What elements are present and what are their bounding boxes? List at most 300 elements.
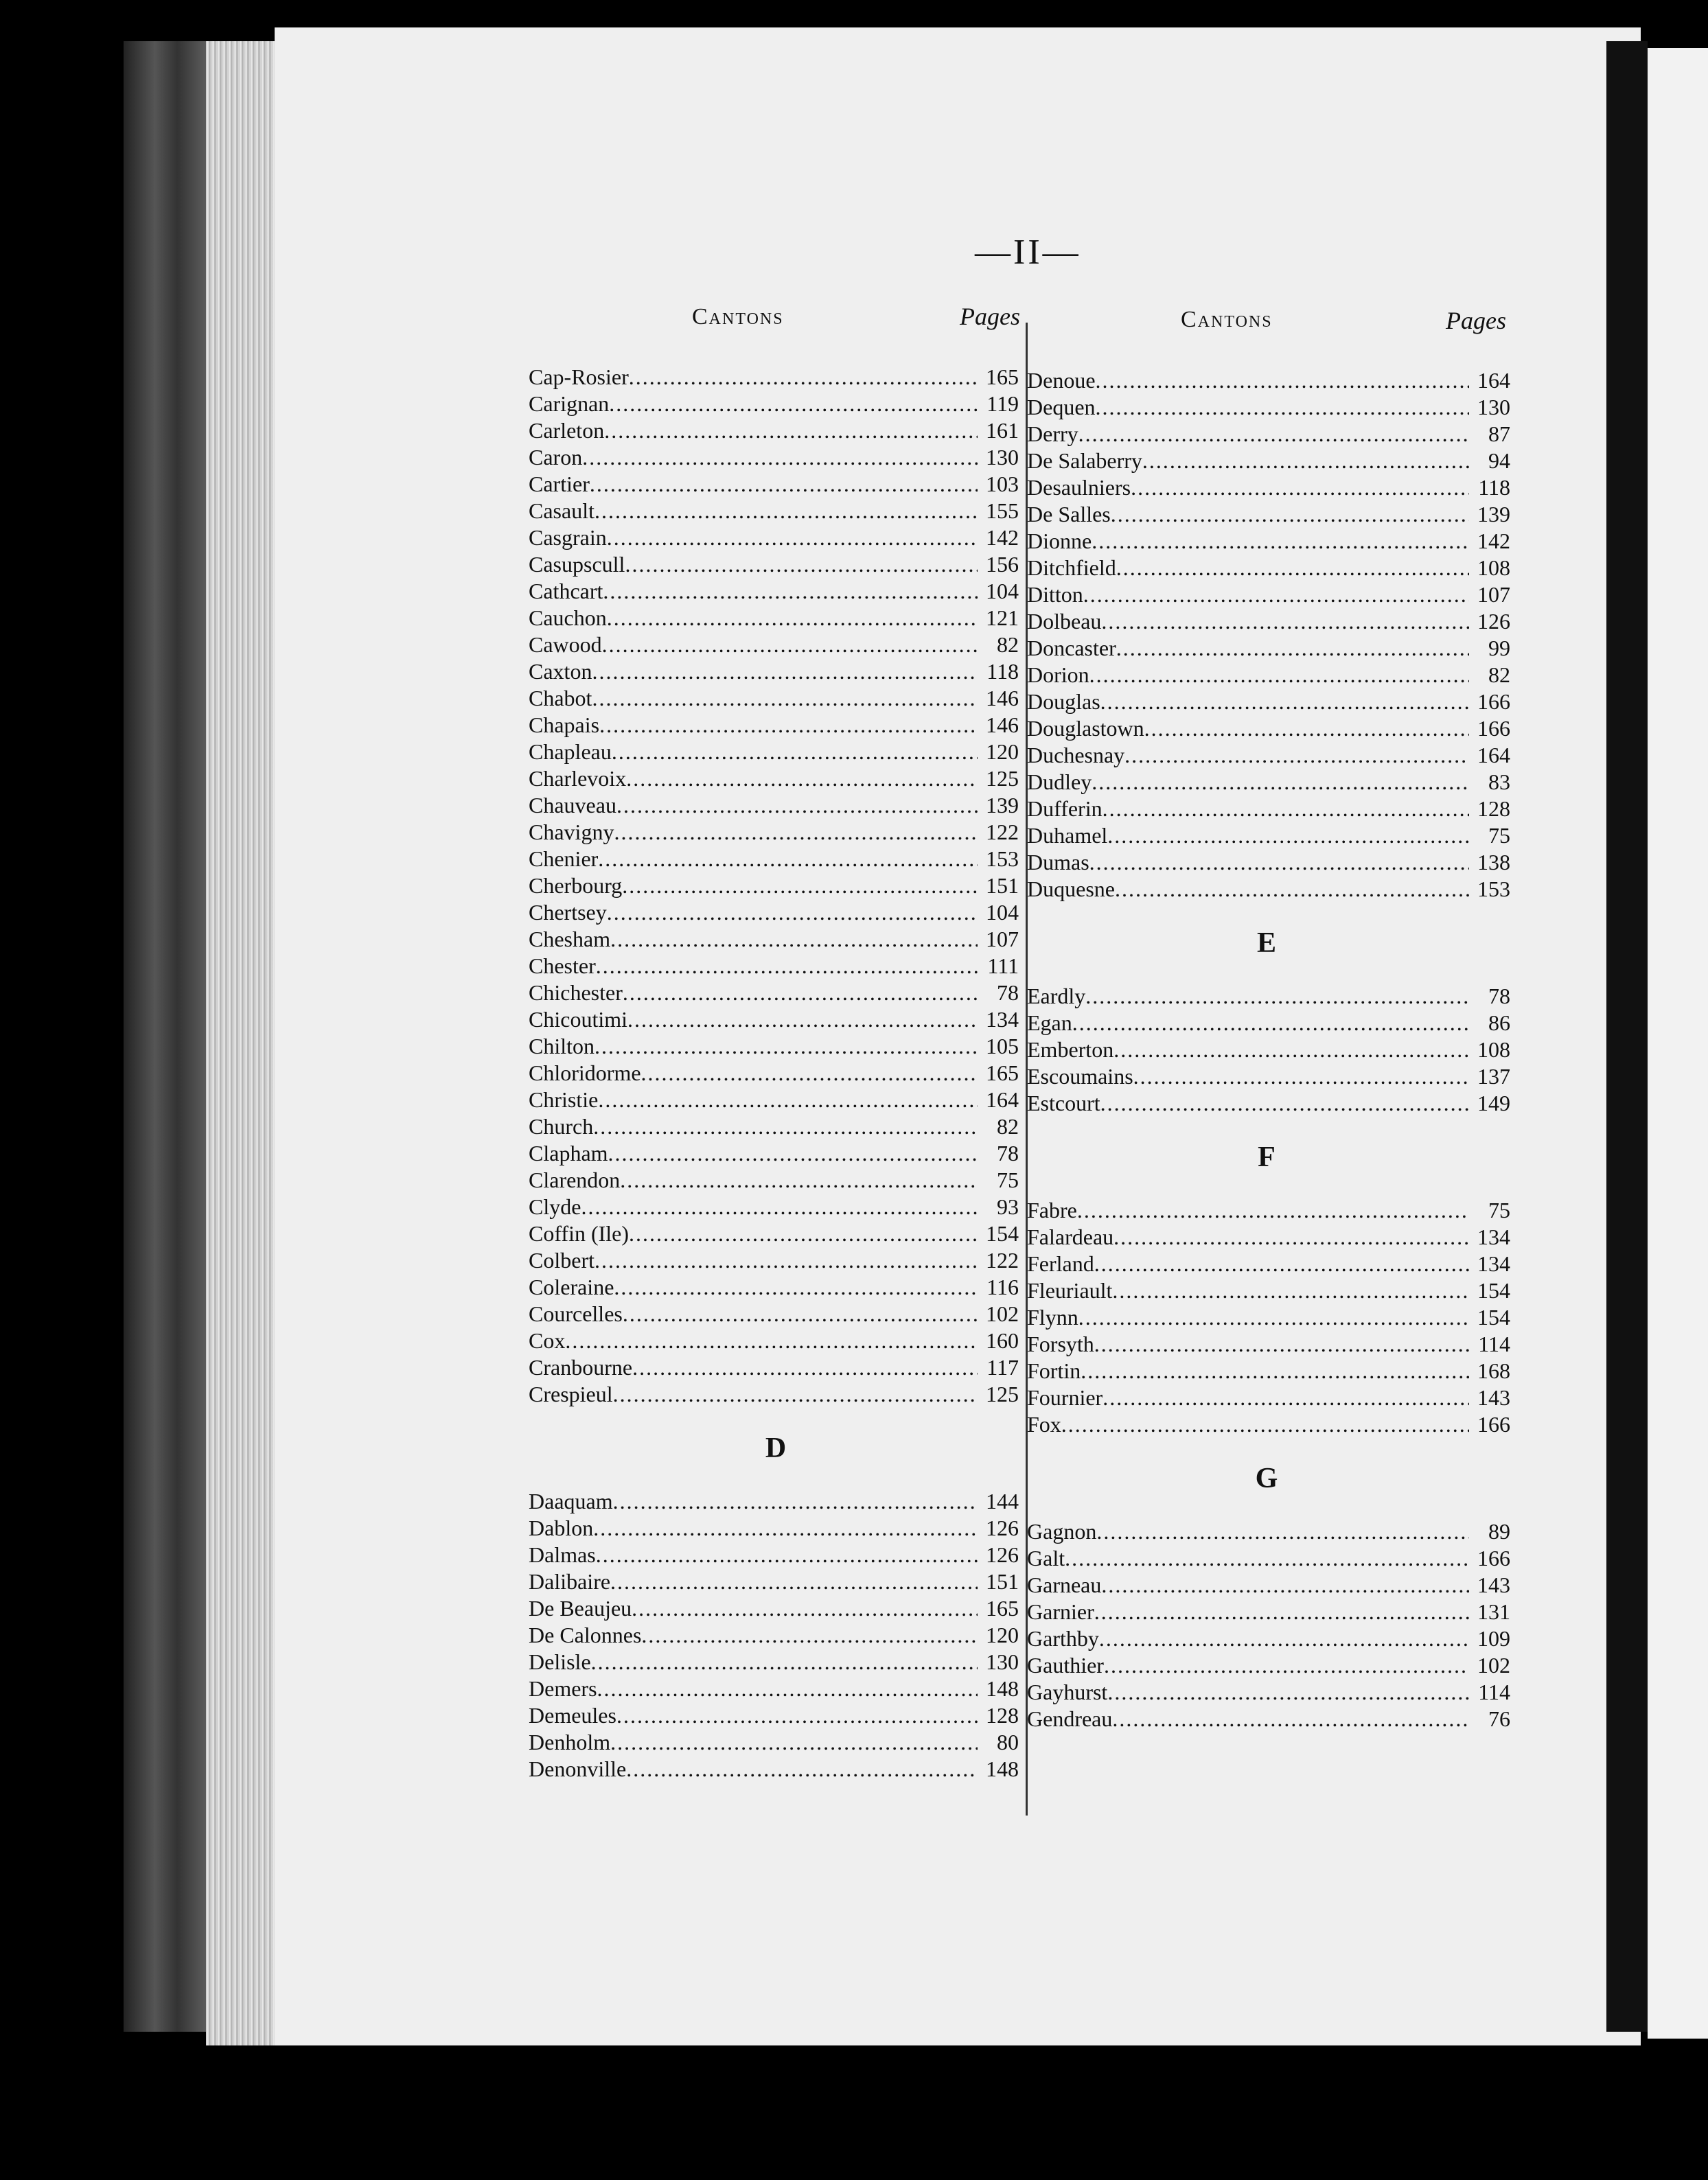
index-entry: [529, 899, 1023, 926]
index-entry: [1023, 1277, 1510, 1304]
canton-name: Fleuriault: [1027, 1278, 1113, 1303]
dot-leader: [1096, 367, 1469, 394]
left-entries-d: [529, 1488, 1023, 1783]
page-ref: 75: [997, 1168, 1019, 1192]
canton-name: Chichester: [529, 980, 623, 1005]
canton-name: Chenier: [529, 846, 599, 871]
index-entry: [1023, 635, 1510, 662]
page-ref: 166: [1477, 1546, 1510, 1570]
canton-name: Christie: [529, 1087, 599, 1112]
page-ref: 83: [1488, 769, 1510, 794]
canton-name: Egan: [1027, 1010, 1072, 1035]
page-ref: 134: [986, 1007, 1019, 1032]
dot-leader: [629, 364, 978, 391]
section-letter-d: D: [765, 1432, 787, 1464]
dot-leader: [1124, 742, 1469, 769]
dot-leader: [641, 1622, 978, 1649]
canton-name: Chicoutimi: [529, 1007, 627, 1032]
index-entry: [529, 1167, 1023, 1194]
index-entry: [1023, 1304, 1510, 1331]
canton-name: Ditton: [1027, 582, 1083, 607]
index-entry: [529, 1327, 1023, 1354]
page-ref: 93: [997, 1194, 1019, 1219]
index-entry: [529, 685, 1023, 712]
canton-name: Cranbourne: [529, 1355, 633, 1380]
index-entry: [1023, 822, 1510, 849]
index-entry: [529, 605, 1023, 631]
index-entry: [529, 631, 1023, 658]
canton-name: Carleton: [529, 418, 605, 443]
page-ref: 151: [986, 1569, 1019, 1594]
dot-leader: [1131, 474, 1469, 501]
canton-name: De Salaberry: [1027, 448, 1142, 473]
index-entry: [529, 1488, 1023, 1515]
canton-name: Galt: [1027, 1546, 1065, 1570]
canton-name: Cartier: [529, 472, 590, 496]
dot-leader: [607, 899, 978, 926]
page-ref: 102: [986, 1301, 1019, 1326]
canton-name: Dolbeau: [1027, 609, 1102, 634]
dot-leader: [1103, 1384, 1469, 1411]
canton-name: Daaquam: [529, 1489, 613, 1514]
canton-name: Fox: [1027, 1412, 1061, 1437]
index-entry: [529, 712, 1023, 739]
canton-name: Fortin: [1027, 1358, 1081, 1383]
left-pages-header: Pages: [960, 303, 1020, 330]
page-ref: 128: [986, 1703, 1019, 1728]
dot-leader: [1101, 1572, 1469, 1599]
page-ref: 130: [986, 1649, 1019, 1674]
canton-name: Dequen: [1027, 395, 1096, 419]
section-letter-e: E: [1256, 927, 1276, 959]
dot-leader: [1107, 1679, 1469, 1706]
index-entry: [1023, 1036, 1510, 1063]
canton-name: Ferland: [1027, 1251, 1094, 1276]
index-entry: [529, 953, 1023, 979]
dot-leader: [598, 1087, 978, 1113]
canton-name: Chauveau: [529, 793, 616, 817]
canton-name: Ditchfield: [1027, 555, 1116, 580]
canton-name: Church: [529, 1114, 594, 1139]
page-ref: 143: [1477, 1385, 1510, 1410]
dot-leader: [623, 979, 978, 1006]
index-entry: [1023, 796, 1510, 822]
dot-leader: [613, 1488, 978, 1515]
page-ref: 154: [986, 1221, 1019, 1246]
index-entry: [529, 1274, 1023, 1301]
page-ref: 86: [1488, 1010, 1510, 1035]
dot-leader: [632, 1354, 978, 1381]
index-entry: [1023, 1652, 1510, 1679]
dot-leader: [597, 1675, 978, 1702]
dot-leader: [1081, 1358, 1469, 1384]
dot-leader: [1101, 608, 1469, 635]
dot-leader: [591, 1649, 978, 1675]
index-entry: [529, 1729, 1023, 1756]
dot-leader: [609, 391, 978, 417]
dot-leader: [1103, 796, 1469, 822]
dot-leader: [627, 1006, 978, 1033]
page-ref: 119: [986, 391, 1019, 416]
canton-name: De Beaujeu: [529, 1596, 632, 1621]
dot-leader: [598, 846, 978, 872]
page-ref: 165: [986, 364, 1019, 389]
page-ref: 151: [986, 873, 1019, 898]
index-entry: [529, 1354, 1023, 1381]
index-entry: [1023, 1706, 1510, 1732]
canton-name: Cherbourg: [529, 873, 623, 898]
index-entry: [1023, 608, 1510, 635]
dot-leader: [629, 1220, 978, 1247]
index-entry: [529, 1060, 1023, 1087]
page-ref: 87: [1488, 421, 1510, 446]
page-number: —II—: [975, 233, 1081, 272]
canton-name: Dalmas: [529, 1542, 596, 1567]
page-ref: 154: [1477, 1278, 1510, 1303]
dot-leader: [1100, 1090, 1469, 1117]
page-ref: 142: [1477, 529, 1510, 553]
dot-leader: [593, 1113, 978, 1140]
canton-name: Casgrain: [529, 525, 607, 550]
canton-name: Eardly: [1027, 984, 1086, 1008]
index-entry: [1023, 474, 1510, 501]
canton-name: Casault: [529, 498, 595, 523]
index-entry: [1023, 1331, 1510, 1358]
canton-name: Caxton: [529, 659, 592, 684]
canton-name: Flynn: [1027, 1305, 1078, 1330]
index-entry: [1023, 421, 1510, 448]
page-ref: 131: [1477, 1599, 1510, 1624]
page-ref: 111: [987, 953, 1019, 978]
page-ref: 120: [986, 1623, 1019, 1647]
index-entry: [529, 792, 1023, 819]
page-ref: 104: [986, 900, 1019, 925]
left-entries-c: [529, 364, 1023, 1408]
page-ref: 121: [986, 605, 1019, 630]
canton-name: Douglas: [1027, 689, 1100, 714]
canton-name: De Calonnes: [529, 1623, 642, 1647]
page-ref: 120: [986, 739, 1019, 764]
dot-leader: [595, 1247, 978, 1274]
dot-leader: [1089, 662, 1469, 688]
canton-name: Cathcart: [529, 579, 603, 603]
canton-name: Chesham: [529, 927, 611, 951]
index-entry: [1023, 876, 1510, 903]
index-entry: [1023, 1224, 1510, 1251]
page-ref: 118: [1478, 475, 1510, 500]
index-entry: [1023, 715, 1510, 742]
index-entry: [529, 765, 1023, 792]
dot-leader: [595, 1033, 978, 1060]
index-entry: [529, 364, 1023, 391]
section-letter-f: F: [1258, 1141, 1276, 1173]
dot-leader: [1144, 715, 1469, 742]
index-entry: [1023, 849, 1510, 876]
page-ref: 118: [986, 659, 1019, 684]
dot-leader: [607, 524, 978, 551]
page-ref: 78: [1488, 984, 1510, 1008]
canton-name: Dionne: [1027, 529, 1092, 553]
index-entry: [1023, 1411, 1510, 1438]
page-ref: 146: [986, 712, 1019, 737]
dot-leader: [1112, 1706, 1469, 1732]
dot-leader: [1083, 581, 1469, 608]
index-entry: [529, 819, 1023, 846]
page-ref: 82: [1488, 662, 1510, 687]
dot-leader: [1107, 822, 1469, 849]
dot-leader: [1061, 1411, 1469, 1438]
index-entry: [529, 1220, 1023, 1247]
page-ref: 78: [997, 1141, 1019, 1166]
index-entry: [529, 391, 1023, 417]
canton-name: Courcelles: [529, 1301, 623, 1326]
dot-leader: [1078, 421, 1469, 448]
index-entry: [529, 444, 1023, 471]
dot-leader: [632, 1595, 978, 1622]
page-ref: 165: [986, 1060, 1019, 1085]
index-entry: [1023, 1063, 1510, 1090]
canton-name: Cawood: [529, 632, 602, 657]
index-entry: [1023, 501, 1510, 528]
canton-name: Chabot: [529, 686, 592, 710]
dot-leader: [620, 1167, 978, 1194]
index-entry: [1023, 1625, 1510, 1652]
index-entry: [1023, 1010, 1510, 1036]
right-entries-g: [1023, 1518, 1510, 1732]
dot-leader: [581, 1194, 978, 1220]
canton-name: Colbert: [529, 1248, 595, 1273]
dot-leader: [602, 631, 978, 658]
dot-leader: [1096, 1518, 1469, 1545]
dot-leader: [596, 953, 978, 979]
canton-name: Casupscull: [529, 552, 625, 577]
dot-leader: [1065, 1545, 1469, 1572]
dot-leader: [603, 578, 978, 605]
canton-name: Duhamel: [1027, 823, 1108, 848]
dot-leader: [1094, 1251, 1469, 1277]
canton-name: Duchesnay: [1027, 743, 1125, 767]
canton-name: Crespieul: [529, 1382, 613, 1406]
page-ref: 156: [986, 552, 1019, 577]
page-ref: 114: [1478, 1332, 1510, 1356]
canton-name: Desaulniers: [1027, 475, 1131, 500]
canton-name: Delisle: [529, 1649, 591, 1674]
index-entry: [529, 1087, 1023, 1113]
page-ref: 126: [986, 1542, 1019, 1567]
canton-name: Clyde: [529, 1194, 581, 1219]
page-ref: 165: [986, 1596, 1019, 1621]
page-ref: 105: [986, 1034, 1019, 1058]
index-entry: [529, 1247, 1023, 1274]
page-ref: 117: [986, 1355, 1019, 1380]
canton-name: Estcourt: [1027, 1091, 1100, 1115]
dot-leader: [604, 417, 978, 444]
index-entry: [529, 1622, 1023, 1649]
canton-name: Denholm: [529, 1730, 611, 1754]
dot-leader: [592, 658, 978, 685]
canton-name: Demeules: [529, 1703, 616, 1728]
page-ref: 102: [1477, 1653, 1510, 1678]
canton-name: Clapham: [529, 1141, 608, 1166]
dot-leader: [610, 1729, 978, 1756]
page-ref: 166: [1477, 1412, 1510, 1437]
dot-leader: [613, 1381, 978, 1408]
canton-name: Falardeau: [1027, 1225, 1114, 1249]
page-ref: 164: [1477, 743, 1510, 767]
page-ref: 134: [1477, 1225, 1510, 1249]
index-entry: [1023, 1572, 1510, 1599]
page-ref: 160: [986, 1328, 1019, 1353]
page-ref: 103: [986, 472, 1019, 496]
page-ref: 126: [1477, 609, 1510, 634]
page-ref: 130: [986, 445, 1019, 469]
dot-leader: [593, 1515, 978, 1542]
page-ref: 78: [997, 980, 1019, 1005]
page-ref: 144: [986, 1489, 1019, 1514]
dot-leader: [614, 1274, 978, 1301]
canton-name: Gayhurst: [1027, 1680, 1108, 1704]
dot-leader: [1077, 1197, 1469, 1224]
canton-name: De Salles: [1027, 502, 1111, 526]
dot-leader: [626, 765, 978, 792]
index-entry: [1023, 448, 1510, 474]
index-entry: [529, 872, 1023, 899]
index-entry: [1023, 367, 1510, 394]
canton-name: Dudley: [1027, 769, 1092, 794]
index-entry: [529, 1595, 1023, 1622]
right-entries-d: [1023, 367, 1510, 903]
right-entries-e: [1023, 983, 1510, 1117]
page-ref: 108: [1477, 555, 1510, 580]
right-entries-f: [1023, 1197, 1510, 1438]
canton-name: Dalibaire: [529, 1569, 611, 1594]
index-entry: [529, 1542, 1023, 1568]
section-letter-g: G: [1255, 1462, 1278, 1494]
index-entry: [1023, 1518, 1510, 1545]
index-entry: [529, 1756, 1023, 1783]
page-ref: 125: [986, 766, 1019, 791]
page-ref: 142: [986, 525, 1019, 550]
dot-leader: [599, 712, 978, 739]
index-entry: [529, 926, 1023, 953]
canton-name: Dablon: [529, 1516, 594, 1540]
dot-leader: [582, 444, 978, 471]
dot-leader: [1099, 1625, 1469, 1652]
canton-name: Duquesne: [1027, 877, 1115, 901]
page-ref: 116: [986, 1275, 1019, 1299]
right-pages-header: Pages: [1446, 307, 1506, 334]
index-entry: [529, 1194, 1023, 1220]
left-cantons-header: Cantons: [692, 304, 784, 329]
index-entry: [529, 1675, 1023, 1702]
dot-leader: [1113, 1036, 1469, 1063]
page-ref: 89: [1488, 1519, 1510, 1544]
page-ref: 108: [1477, 1037, 1510, 1062]
canton-name: Derry: [1027, 421, 1078, 446]
page-ref: 75: [1488, 823, 1510, 848]
page-ref: 134: [1477, 1251, 1510, 1276]
canton-name: Escoumains: [1027, 1064, 1133, 1089]
page-ref: 155: [986, 498, 1019, 523]
index-entry: [529, 739, 1023, 765]
canton-name: Chapleau: [529, 739, 612, 764]
page-ref: 80: [997, 1730, 1019, 1754]
canton-name: Fournier: [1027, 1385, 1103, 1410]
dot-leader: [1112, 1277, 1469, 1304]
dot-leader: [1111, 501, 1469, 528]
page-ref: 126: [986, 1516, 1019, 1540]
index-entry: [529, 1033, 1023, 1060]
canton-name: Garneau: [1027, 1573, 1102, 1597]
page-ref: 137: [1477, 1064, 1510, 1089]
index-entry: [529, 1515, 1023, 1542]
canton-name: Denoue: [1027, 368, 1096, 393]
page-ref: 128: [1477, 796, 1510, 821]
index-entry: [1023, 688, 1510, 715]
dot-leader: [625, 551, 978, 578]
canton-name: Caron: [529, 445, 583, 469]
index-entry: [1023, 1358, 1510, 1384]
dot-leader: [610, 1568, 978, 1595]
page-ref: 143: [1477, 1573, 1510, 1597]
dot-leader: [1092, 769, 1469, 796]
canton-name: Coleraine: [529, 1275, 614, 1299]
dot-leader: [1142, 448, 1469, 474]
index-entry: [1023, 1679, 1510, 1706]
page-ref: 153: [986, 846, 1019, 871]
canton-name: Cox: [529, 1328, 566, 1353]
page-ref: 139: [986, 793, 1019, 817]
index-entry: [1023, 1197, 1510, 1224]
index-entry: [1023, 1599, 1510, 1625]
index-entry: [529, 498, 1023, 524]
canton-name: Demers: [529, 1676, 597, 1701]
dot-leader: [1089, 849, 1469, 876]
index-entry: [529, 551, 1023, 578]
page-ref: 109: [1477, 1626, 1510, 1651]
index-entry: [529, 1702, 1023, 1729]
page-ref: 82: [997, 1114, 1019, 1139]
dot-leader: [623, 1301, 978, 1327]
page-ref: 99: [1488, 636, 1510, 660]
dot-leader: [1094, 1331, 1469, 1358]
canton-name: Denonville: [529, 1756, 627, 1781]
index-entry: [1023, 1251, 1510, 1277]
canton-name: Charlevoix: [529, 766, 627, 791]
page-ref: 114: [1478, 1680, 1510, 1704]
canton-name: Cap-Rosier: [529, 364, 629, 389]
canton-name: Dumas: [1027, 850, 1089, 874]
index-entry: [529, 1381, 1023, 1408]
page-edges: [206, 41, 281, 2045]
page-ref: 122: [986, 820, 1019, 844]
canton-name: Chapais: [529, 712, 600, 737]
canton-name: Gagnon: [1027, 1519, 1097, 1544]
canton-name: Douglastown: [1027, 716, 1144, 741]
canton-name: Chavigny: [529, 820, 614, 844]
index-entry: [529, 1568, 1023, 1595]
index-entry: [529, 1113, 1023, 1140]
index-entry: [1023, 555, 1510, 581]
index-entry: [1023, 983, 1510, 1010]
page-ref: 138: [1477, 850, 1510, 874]
page-ref: 139: [1477, 502, 1510, 526]
dot-leader: [590, 471, 978, 498]
page-ref: 104: [986, 579, 1019, 603]
dot-leader: [612, 739, 978, 765]
dot-leader: [1072, 1010, 1469, 1036]
dot-leader: [607, 605, 978, 631]
